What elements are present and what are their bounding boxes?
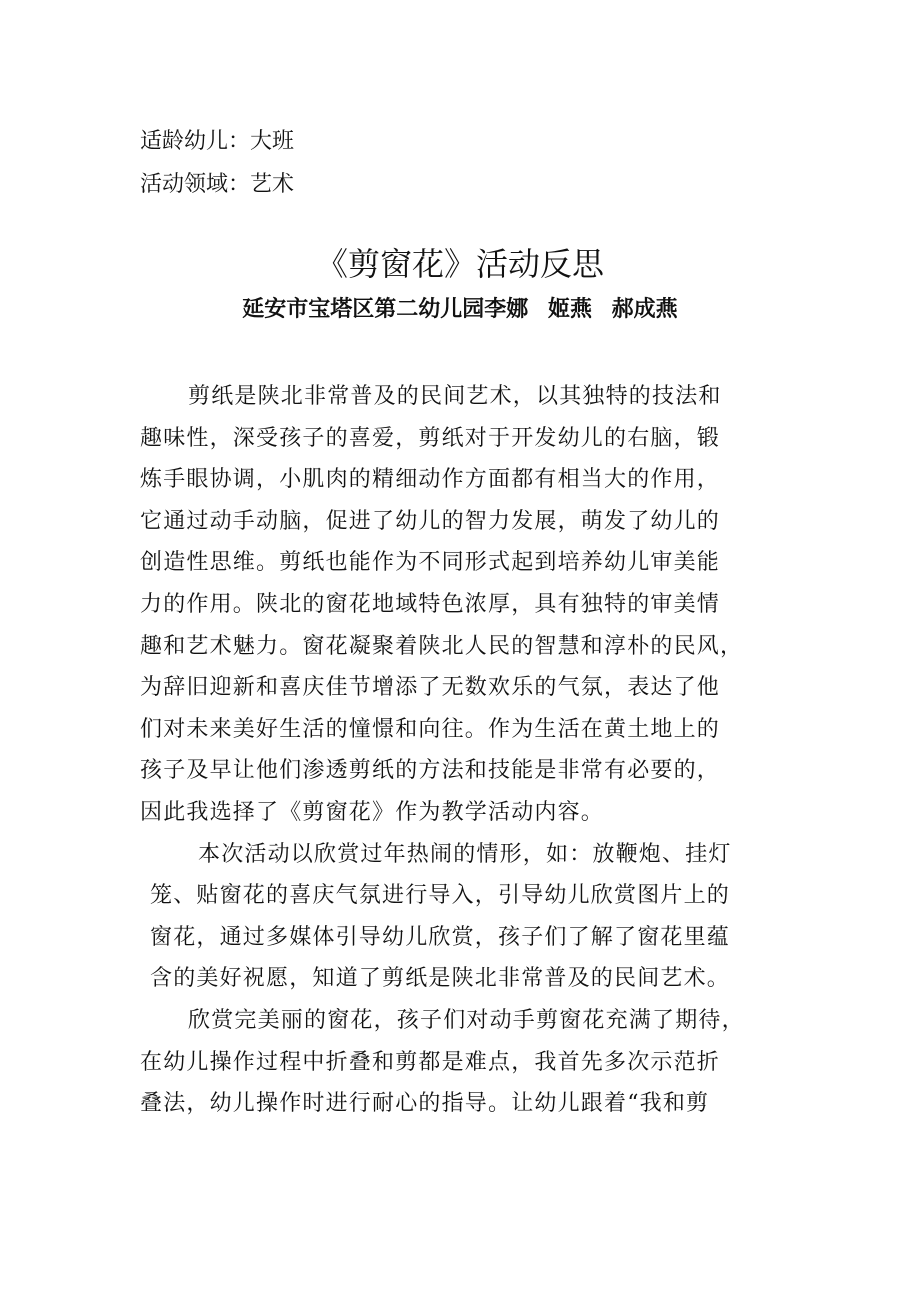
paragraph-1-line-5: 创造性思维。剪纸也能作为不同形式起到培养幼儿审美能 xyxy=(140,550,721,576)
activity-meta xyxy=(140,120,780,206)
author-line xyxy=(140,292,780,328)
paragraph-1-line-10: 孩子及早让他们渗透剪纸的方法和技能是非常有必要的， xyxy=(140,758,721,784)
paragraph-2-line-3: 窗花，通过多媒体引导幼儿欣赏，孩子们了解了窗花里蕴 xyxy=(150,924,731,950)
paragraph-1-line-7: 趣和艺术魅力。窗花凝聚着陕北人民的智慧和淳朴的民风， xyxy=(140,633,744,659)
author-org-and-first: 延安市宝塔区第二幼儿园李娜 xyxy=(242,297,529,322)
paragraph-1-line-11: 因此我选择了《剪窗花》作为教学活动内容。 xyxy=(140,799,605,825)
paragraph-3-line-2: 在幼儿操作过程中折叠和剪都是难点，我首先多次示范折 xyxy=(140,1049,721,1075)
age-group-line: 适龄幼儿：大班 xyxy=(140,129,295,154)
document-body xyxy=(140,376,780,1125)
paragraph-2-line-1: 本次活动以欣赏过年热闹的情形，如：放鞭炮、挂灯 xyxy=(198,841,732,867)
paragraph-1-line-3: 炼手眼协调，小肌肉的精细动作方面都有相当大的作用， xyxy=(140,467,721,493)
paragraph-1-line-9: 们对未来美好生活的憧憬和向往。作为生活在黄土地上的 xyxy=(140,716,721,742)
document-title: 《剪窗花》活动反思 xyxy=(315,245,604,283)
author-third: 郝成燕 xyxy=(611,297,678,322)
activity-domain-line: 活动领域：艺术 xyxy=(140,172,295,197)
paragraph-1-line-8: 为辞旧迎新和喜庆佳节增添了无数欢乐的气氛，表达了他 xyxy=(140,675,721,701)
paragraph-1-line-6: 力的作用。陕北的窗花地域特色浓厚，具有独特的审美情 xyxy=(140,591,721,617)
paragraph-2-line-4: 含的美好祝愿，知道了剪纸是陕北非常普及的民间艺术。 xyxy=(150,966,731,992)
paragraph-1-line-1: 剪纸是陕北非常普及的民间艺术，以其独特的技法和 xyxy=(188,384,722,409)
paragraph-1-line-2: 趣味性，深受孩子的喜爱，剪纸对于开发幼儿的右脑，锻 xyxy=(140,425,721,451)
paragraph-3-line-3: 叠法，幼儿操作时进行耐心的指导。让幼儿跟着“我和剪 xyxy=(140,1091,710,1117)
paragraph-2-line-2: 笼、贴窗花的喜庆气氛进行导入，引导幼儿欣赏图片上的 xyxy=(150,883,731,909)
paragraph-3-line-1: 欣赏完美丽的窗花，孩子们对动手剪窗花充满了期待， xyxy=(188,1007,745,1033)
paragraph-1-line-4: 它通过动手动脑，促进了幼儿的智力发展，萌发了幼儿的 xyxy=(140,508,721,534)
author-second: 姬燕 xyxy=(547,297,592,322)
